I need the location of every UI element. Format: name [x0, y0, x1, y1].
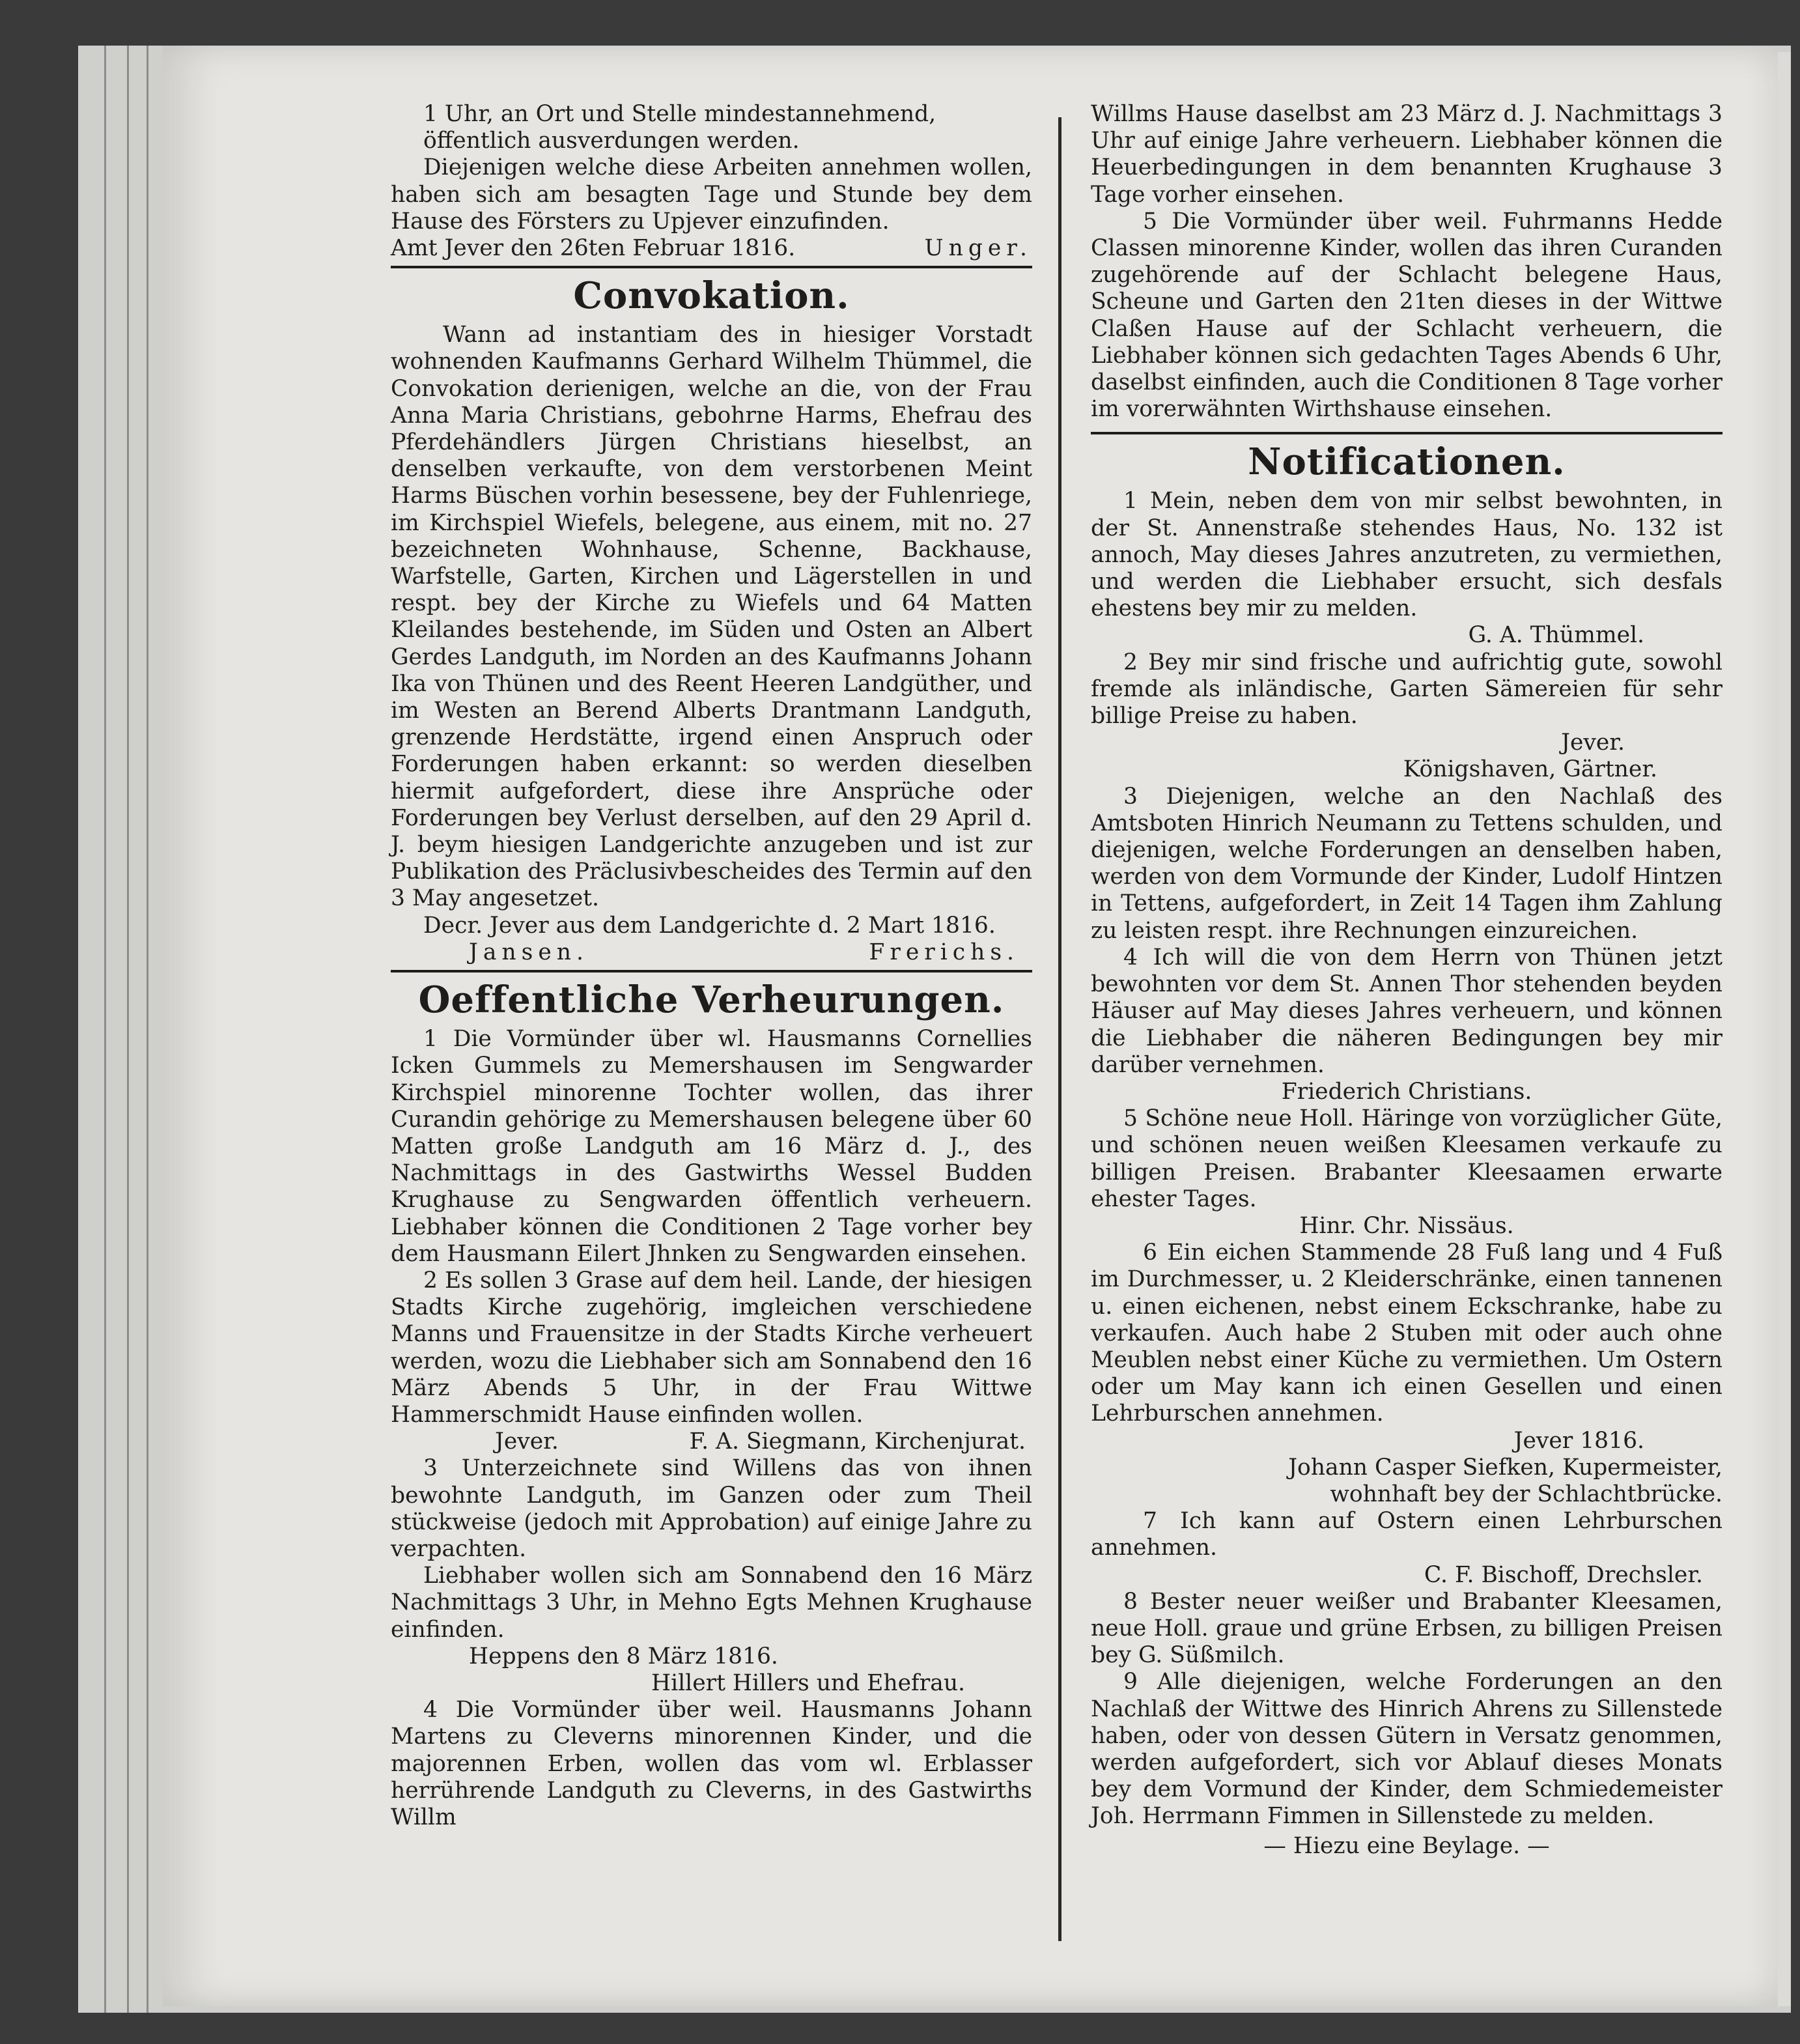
section-heading-convokation: Convokation.: [573, 274, 850, 318]
place-date: Heppens den 8 März 1816.: [469, 1643, 778, 1669]
section-heading-notificationen: Notificationen.: [1248, 440, 1566, 484]
signature: Johann Casper Siefken, Kupermeister,: [1288, 1454, 1723, 1481]
section-rule: [391, 266, 1032, 268]
paragraph: Diejenigen welche diese Arbeiten annehmen wollen, haben sich am besagten Tage und Stunde bey dem Hause des Försters zu Upjever einzufinden.: [391, 154, 1032, 234]
notice-paragraph: 4 Die Vormünder über weil. Hausmanns Johann Martens zu Cleverns minorennen Kinder, und die majorennen Erben, wollen das vom wl. Erblasser herrührende Landguth zu Cleverns, in des Gastwirths Willm: [391, 1697, 1032, 1830]
signature: wohnhaft bey der Schlachtbrücke.: [1330, 1481, 1723, 1507]
convokation-paragraph: Wann ad instantiam des in hiesiger Vorstadt wohnenden Kaufmanns Gerhard Wilhelm Thümmel, die Convokation derienigen, welche an die, von der Frau Anna Maria Christians, gebohrne Harms, Ehefrau des Pferdehändlers Jürgen Christians hieselbst, an denselben verkaufte, von dem verstorbenen Meint Harms Büschen vorhin besessene, bey der Fuhlenriege, im Kirchspiel Wiefels, belegene, aus einem, mit no. 27 bezeichneten Wohnhause, Schenne, Backhause, Warfstelle, Garten, Kirchen und Lägerstellen in und respt. bey der Kirche zu Wiefels und 64 Matten Kleilandes bestehende, im Süden und Osten an Albert Gerdes Landguth, im Norden an des Kaufmanns Johann Ika von Thünen und des Reent Heeren Landgüther, und im Westen an Berend Alberts Drantmann Landguth, grenzende Herdstätte, irgend einen Anspruch oder Forderungen haben erkannt: so werden dieselben hiermit aufgefordert, diese ihre Ansprüche oder Forderungen bey Verlust derselben, auf den 29 April d. J. beym hiesigen Landgerichte anzugeben und ist zur Publikation des Präclusivbescheides des Termin auf den 3 May angesetzet.: [391, 322, 1032, 912]
signature: Frerichs.: [869, 939, 1019, 965]
notice-paragraph: Liebhaber wollen sich am Sonnabend den 16 März Nachmittags 3 Uhr, in Mehno Egts Mehnen Krughause einfinden.: [391, 1563, 1032, 1643]
signature: G. A. Thümmel.: [1468, 622, 1644, 649]
signature-row: [391, 235, 1032, 262]
place: Jever.: [495, 1428, 559, 1455]
signature: Unger.: [924, 235, 1032, 262]
right-column: [1091, 101, 1723, 1860]
section-heading-verheurungen: Oeffentliche Verheurungen.: [418, 978, 1005, 1022]
notice-paragraph: 7 Ich kann auf Ostern einen Lehrburschen annehmen.: [1091, 1508, 1723, 1561]
notice-paragraph: 9 Alle diejenigen, welche Forderungen an den Nachlaß der Wittwe des Hinrich Ahrens zu Sillenstede haben, oder von dessen Gütern in Versatz genommen, werden aufgefordert, sich vor Ablauf dieses Monats bey dem Vormund der Kinder, dem Schmiedemeister Joh. Herrmann Fimmen in Sillenstede zu melden.: [1091, 1669, 1723, 1830]
text-line: öffentlich ausverdungen werden.: [423, 128, 800, 154]
notice-paragraph: 4 Ich will die von dem Herrn von Thünen jetzt bewohnten vor dem St. Annen Thor stehenden beyden Häuser auf May dieses Jahres verheuern, und können die Liebhaber die näheren Bedingungen bey mir darüber vernehmen.: [1091, 944, 1723, 1078]
signature-row: [391, 939, 1032, 966]
section-rule: [1091, 432, 1723, 434]
signature: F. A. Siegmann, Kirchenjurat.: [689, 1428, 1026, 1455]
signature: C. F. Bischoff, Drechsler.: [1424, 1561, 1703, 1588]
left-column: [391, 101, 1032, 1831]
page-edge-line: [127, 46, 129, 2013]
notice-paragraph: Willms Hause daselbst am 23 März d. J. Nachmittags 3 Uhr auf einige Jahre verheuern. Liebhaber können die Heuerbedingungen in dem benannten Krughause 3 Tage vorher einsehen.: [1091, 101, 1723, 208]
signature: Hillert Hillers und Ehefrau.: [651, 1669, 966, 1696]
notice-paragraph: 5 Die Vormünder über weil. Fuhrmanns Hedde Classen minorenne Kinder, wollen das ihren Curanden zugehörende auf der Schlacht belegene Haus, Scheune und Garten den 21ten dieses in der Wittwe Claßen Hause auf der Schlacht verheuern, die Liebhaber können sich gedachten Tages Abends 6 Uhr, daselbst einfinden, auch die Conditionen 8 Tage vorher im vorerwähnten Wirthshause einsehen.: [1091, 208, 1723, 423]
notice-paragraph: 5 Schöne neue Holl. Häringe von vorzüglicher Güte, und schönen neuen weißen Kleesamen verkaufe zu billigen Preisen. Brabanter Kleesaamen erwarte ehester Tages.: [1091, 1105, 1723, 1212]
place-date: Jever 1816.: [1513, 1427, 1644, 1454]
signature: Jansen.: [469, 939, 589, 965]
page-edge-line: [147, 46, 148, 2013]
page-edge-line: [104, 46, 106, 2013]
text-line: 1 Uhr, an Ort und Stelle mindestannehmend,: [423, 101, 936, 127]
place-date: Amt Jever den 26ten Februar 1816.: [391, 235, 796, 262]
signature: Friederich Christians.: [1281, 1078, 1532, 1105]
notice-paragraph: 3 Unterzeichnete sind Willens das von ihnen bewohnte Landguth, im Ganzen oder zum Theil stückweise (jedoch mit Approbation) auf einige Jahre zu verpachten.: [391, 1455, 1032, 1562]
decree-line: Decr. Jever aus dem Landgerichte d. 2 Mart 1816.: [423, 912, 996, 939]
column-divider: [1058, 117, 1062, 1941]
section-rule: [391, 970, 1032, 972]
notice-paragraph: 2 Es sollen 3 Grase auf dem heil. Lande, der hiesigen Stadts Kirche zugehörig, imgleichen verschiedene Manns und Frauensitze in der Stadts Kirche verheuert werden, wozu die Liebhaber sich am Sonnabend den 16 März Abends 5 Uhr, in der Frau Wittwe Hammerschmidt Hause einfinden wollen.: [391, 1267, 1032, 1428]
supplement-note: — Hiezu eine Beylage. —: [1263, 1832, 1550, 1859]
notice-paragraph: 3 Diejenigen, welche an den Nachlaß des Amtsboten Hinrich Neumann zu Tettens schulden, und diejenigen, welche Forderungen an denselben haben, werden von dem Vormunde der Kinder, Ludolf Hintzen in Tettens, aufgefordert, in Zeit 14 Tagen ihm Zahlung zu leisten respt. ihre Rechnungen einzureichen.: [1091, 783, 1723, 944]
place: Jever.: [1561, 730, 1625, 756]
notice-paragraph: 1 Die Vormünder über wl. Hausmanns Cornellies Icken Gummels zu Memershausen im Sengwarder Kirchspiel minorenne Tochter wollen, das ihrer Curandin gehörige zu Memershausen belegene über 60 Matten große Landguth am 16 März d. J., des Nachmittags in des Gastwirths Wessel Budden Krughause zu Sengwarden öffentlich verheuern. Liebhaber können die Conditionen 2 Tage vorher bey dem Hausmann Eilert Jhnken zu Sengwarden einsehen.: [391, 1026, 1032, 1267]
notice-paragraph: 2 Bey mir sind frische und aufrichtig gute, sowohl fremde als inländische, Garten Sämereien für sehr billige Preise zu haben.: [1091, 649, 1723, 730]
notice-paragraph: 1 Mein, neben dem von mir selbst bewohnten, in der St. Annenstraße stehendes Haus, No. 132 ist annoch, May dieses Jahres anzutreten, zu vermiethen, und werden die Liebhaber ersucht, sich desfals ehestens bey mir zu melden.: [1091, 488, 1723, 622]
notice-paragraph: 6 Ein eichen Stammende 28 Fuß lang und 4 Fuß im Durchmesser, u. 2 Kleiderschränke, einen tannenen u. einen eichenen, nebst einem Eckschranke, habe zu verkaufen. Auch habe 2 Stuben mit oder auch ohne Meublen nebst einer Küche zu vermiethen. Um Ostern oder um May kann ich einen Gesellen und einen Lehrburschen annehmen.: [1091, 1240, 1723, 1427]
signature-row: [391, 1428, 1032, 1455]
signature: Hinr. Chr. Nissäus.: [1299, 1212, 1514, 1239]
notice-paragraph: 8 Bester neuer weißer und Brabanter Kleesamen, neue Holl. graue und grüne Erbsen, zu billigen Preisen bey G. Süßmilch.: [1091, 1588, 1723, 1669]
signature: Königshaven, Gärtner.: [1403, 756, 1657, 783]
